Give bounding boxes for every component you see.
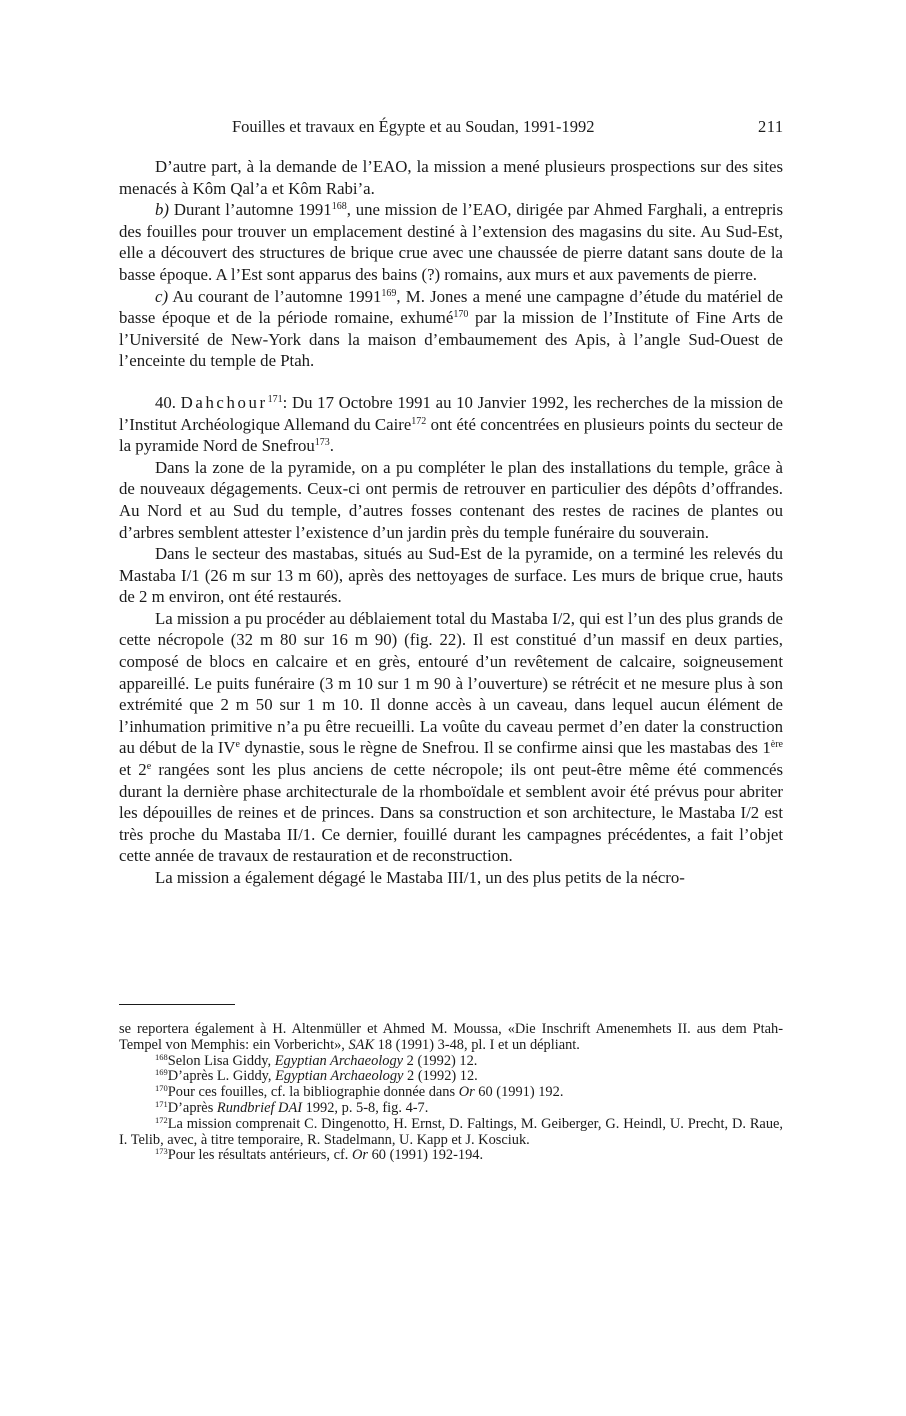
footnote-number: 171: [155, 1098, 168, 1109]
footnote-continuation: se reportera également à H. Altenmüller et Ahmed M. Moussa, «Die Inschrift Amenemhets II. aus dem Ptah-Tempel von Memphis: ein Vorbericht», SAK 18 (1991) 3-48, pl. I et un dépliant.: [119, 1021, 783, 1053]
footnote-number: 170: [155, 1083, 168, 1094]
footnote-168: $^{168}$Selon Lisa Giddy, Egyptian Archaeology 2 (1992) 12.: [155, 1051, 478, 1069]
main-text: [119, 156, 783, 889]
site-name: Dahchour: [180, 392, 268, 412]
footnote-divider: [119, 1004, 235, 1005]
item-label: b): [155, 200, 169, 220]
running-header: [0, 117, 906, 141]
footnote-171: $^{171}$D’après Rundbrief DAI 1992, p. 5-8, fig. 4-7.: [155, 1098, 429, 1116]
journal-title: Rundbrief DAI: [216, 1099, 303, 1116]
paragraph-b: b) Durant l’automne 1991$^{168}$, une mission de l’EAO, dirigée par Ahmed Farghali, a entrepris des fouilles pour trouver un emplacement destiné à l’extension des magasins du site. Au Sud-Est, elle a découvert des structures de brique crue avec une chaussée de pierre datant sans doute de la basse époque. A l’Est sont apparus des bains (?) romains, aux murs et aux pavements de pierre.: [119, 200, 783, 284]
item-label: c): [155, 286, 169, 306]
journal-title: Or: [458, 1084, 475, 1101]
paragraph: La mission a pu procéder au déblaiement total du Mastaba I/2, qui est l’un des plus grands de cette nécropole (32 m 80 sur 16 m 90) (fig. 22). Il est constitué d’un massif en deux parties, composé de blocs en calcaire et en grès, entouré d’un revêtement de calcaire, soigneusement appareillé. Le puits funéraire (3 m 10 sur 1 m 90 à l’ouverture) se rétrécit et ne mesure plus à son extrémité que 2 m 50 sur 1 m 10. Il donne accès à un caveau, dans lequel aucun élément de l’inhumation primitive n’a pu être recueilli. La voûte du caveau permet d’en dater la construction au début de la IVe dynastie, sous le règne de Snefrou. Il se confirme ainsi que les mastabas des 1ère et 2e rangées sont les plus anciens de cette nécropole; ils ont peut-être même été commencés durant la dernière phase architecturale de la rhomboïdale et semblent avoir été prévus pour abriter les dépouilles de reines et de princes. Dans sa construction et son architecture, le Mastaba I/2 est très proche du Mastaba II/1. Ce dernier, fouillé durant les campagnes précédentes, a fait l’objet cette année de travaux de restauration et de reconstruction.: [119, 608, 783, 866]
journal-title: Egyptian Archaeology: [275, 1068, 404, 1085]
footnote-number: 172: [155, 1114, 168, 1125]
journal-title: Or: [351, 1147, 368, 1164]
footnote-170: $^{170}$Pour ces fouilles, cf. la bibliographie donnée dans Or 60 (1991) 192.: [155, 1083, 564, 1101]
section-number: 40.: [155, 392, 176, 412]
footnote-ref[interactable]: 173: [314, 437, 330, 449]
section-40-paragraph: 40. Dahchour$^{171}$: Du 17 Octobre 1991 au 10 Janvier 1992, les recherches de la mission de l’Institut Archéologique Allemand du Caire$^{172}$ ont été concentrées en plusieurs points du secteur de la pyramide Nord de Snefrou$^{173}$.: [119, 392, 783, 456]
paragraph: La mission a également dégagé le Mastaba III/1, un des plus petits de la nécro-: [155, 868, 685, 887]
footnote-172: $^{172}$La mission comprenait C. Dingenotto, H. Ernst, D. Faltings, M. Geiberger, G. Heindl, U. Precht, D. Raue, I. Telib, avec, à titre temporaire, R. Stadelmann, U. Kapp et J. Kosciuk.: [119, 1114, 783, 1148]
footnote-ref[interactable]: 169: [381, 287, 397, 299]
journal-title: SAK: [348, 1036, 375, 1053]
paragraph: Dans la zone de la pyramide, on a pu compléter le plan des installations du temple, grâce à de nouveaux dégagements. Ceux-ci ont permis de retrouver en particulier des dépôts d’offrandes. Au Nord et au Sud du temple, d’autres fosses contenant des restes de racines de plantes ou d’arbres semblent attester l’existence d’un jardin près du temple funéraire du souverain.: [119, 457, 783, 542]
footnote-169: $^{169}$D’après L. Giddy, Egyptian Archaeology 2 (1992) 12.: [155, 1067, 478, 1085]
footnote-ref[interactable]: 171: [267, 393, 283, 405]
footnote-number: 169: [155, 1067, 168, 1078]
journal-title: Egyptian Archaeology: [274, 1052, 404, 1069]
superscript: e: [235, 739, 240, 751]
superscript: ère: [770, 739, 783, 751]
running-title: Fouilles et travaux en Égypte et au Soudan, 1991-1992: [232, 117, 595, 136]
footnote-ref[interactable]: 172: [411, 415, 427, 427]
paragraph: D’autre part, à la demande de l’EAO, la mission a mené plusieurs prospections sur des sites menacés à Kôm Qal’a et Kôm Rabi’a.: [119, 157, 783, 198]
footnote-number: 168: [155, 1051, 168, 1062]
footnote-ref[interactable]: 168: [331, 201, 347, 213]
footnote-173: $^{173}$Pour les résultats antérieurs, cf. Or 60 (1991) 192-194.: [155, 1146, 484, 1164]
paragraph: Dans le secteur des mastabas, situés au Sud-Est de la pyramide, on a terminé les relevés du Mastaba I/1 (26 m sur 13 m 60), après des nettoyages de surface. Les murs de brique crue, hauts de 2 m environ, ont été restaurés.: [119, 544, 783, 607]
superscript: e: [146, 761, 152, 773]
footnote-number: 173: [155, 1146, 168, 1157]
footnote-ref[interactable]: 170: [453, 309, 469, 321]
paragraph-c: c) Au courant de l’automne 1991$^{169}$, M. Jones a mené une campagne d’étude du matériel de basse époque et de la période romaine, exhumé$^{170}$ par la mission de l’Institute of Fine Arts de l’Université de New-York dans la maison d’embaumement des Apis, à l’angle Sud-Ouest de l’enceinte du temple de Ptah.: [119, 286, 783, 371]
page-number: 211: [758, 117, 784, 136]
footnotes: [119, 1022, 783, 1164]
